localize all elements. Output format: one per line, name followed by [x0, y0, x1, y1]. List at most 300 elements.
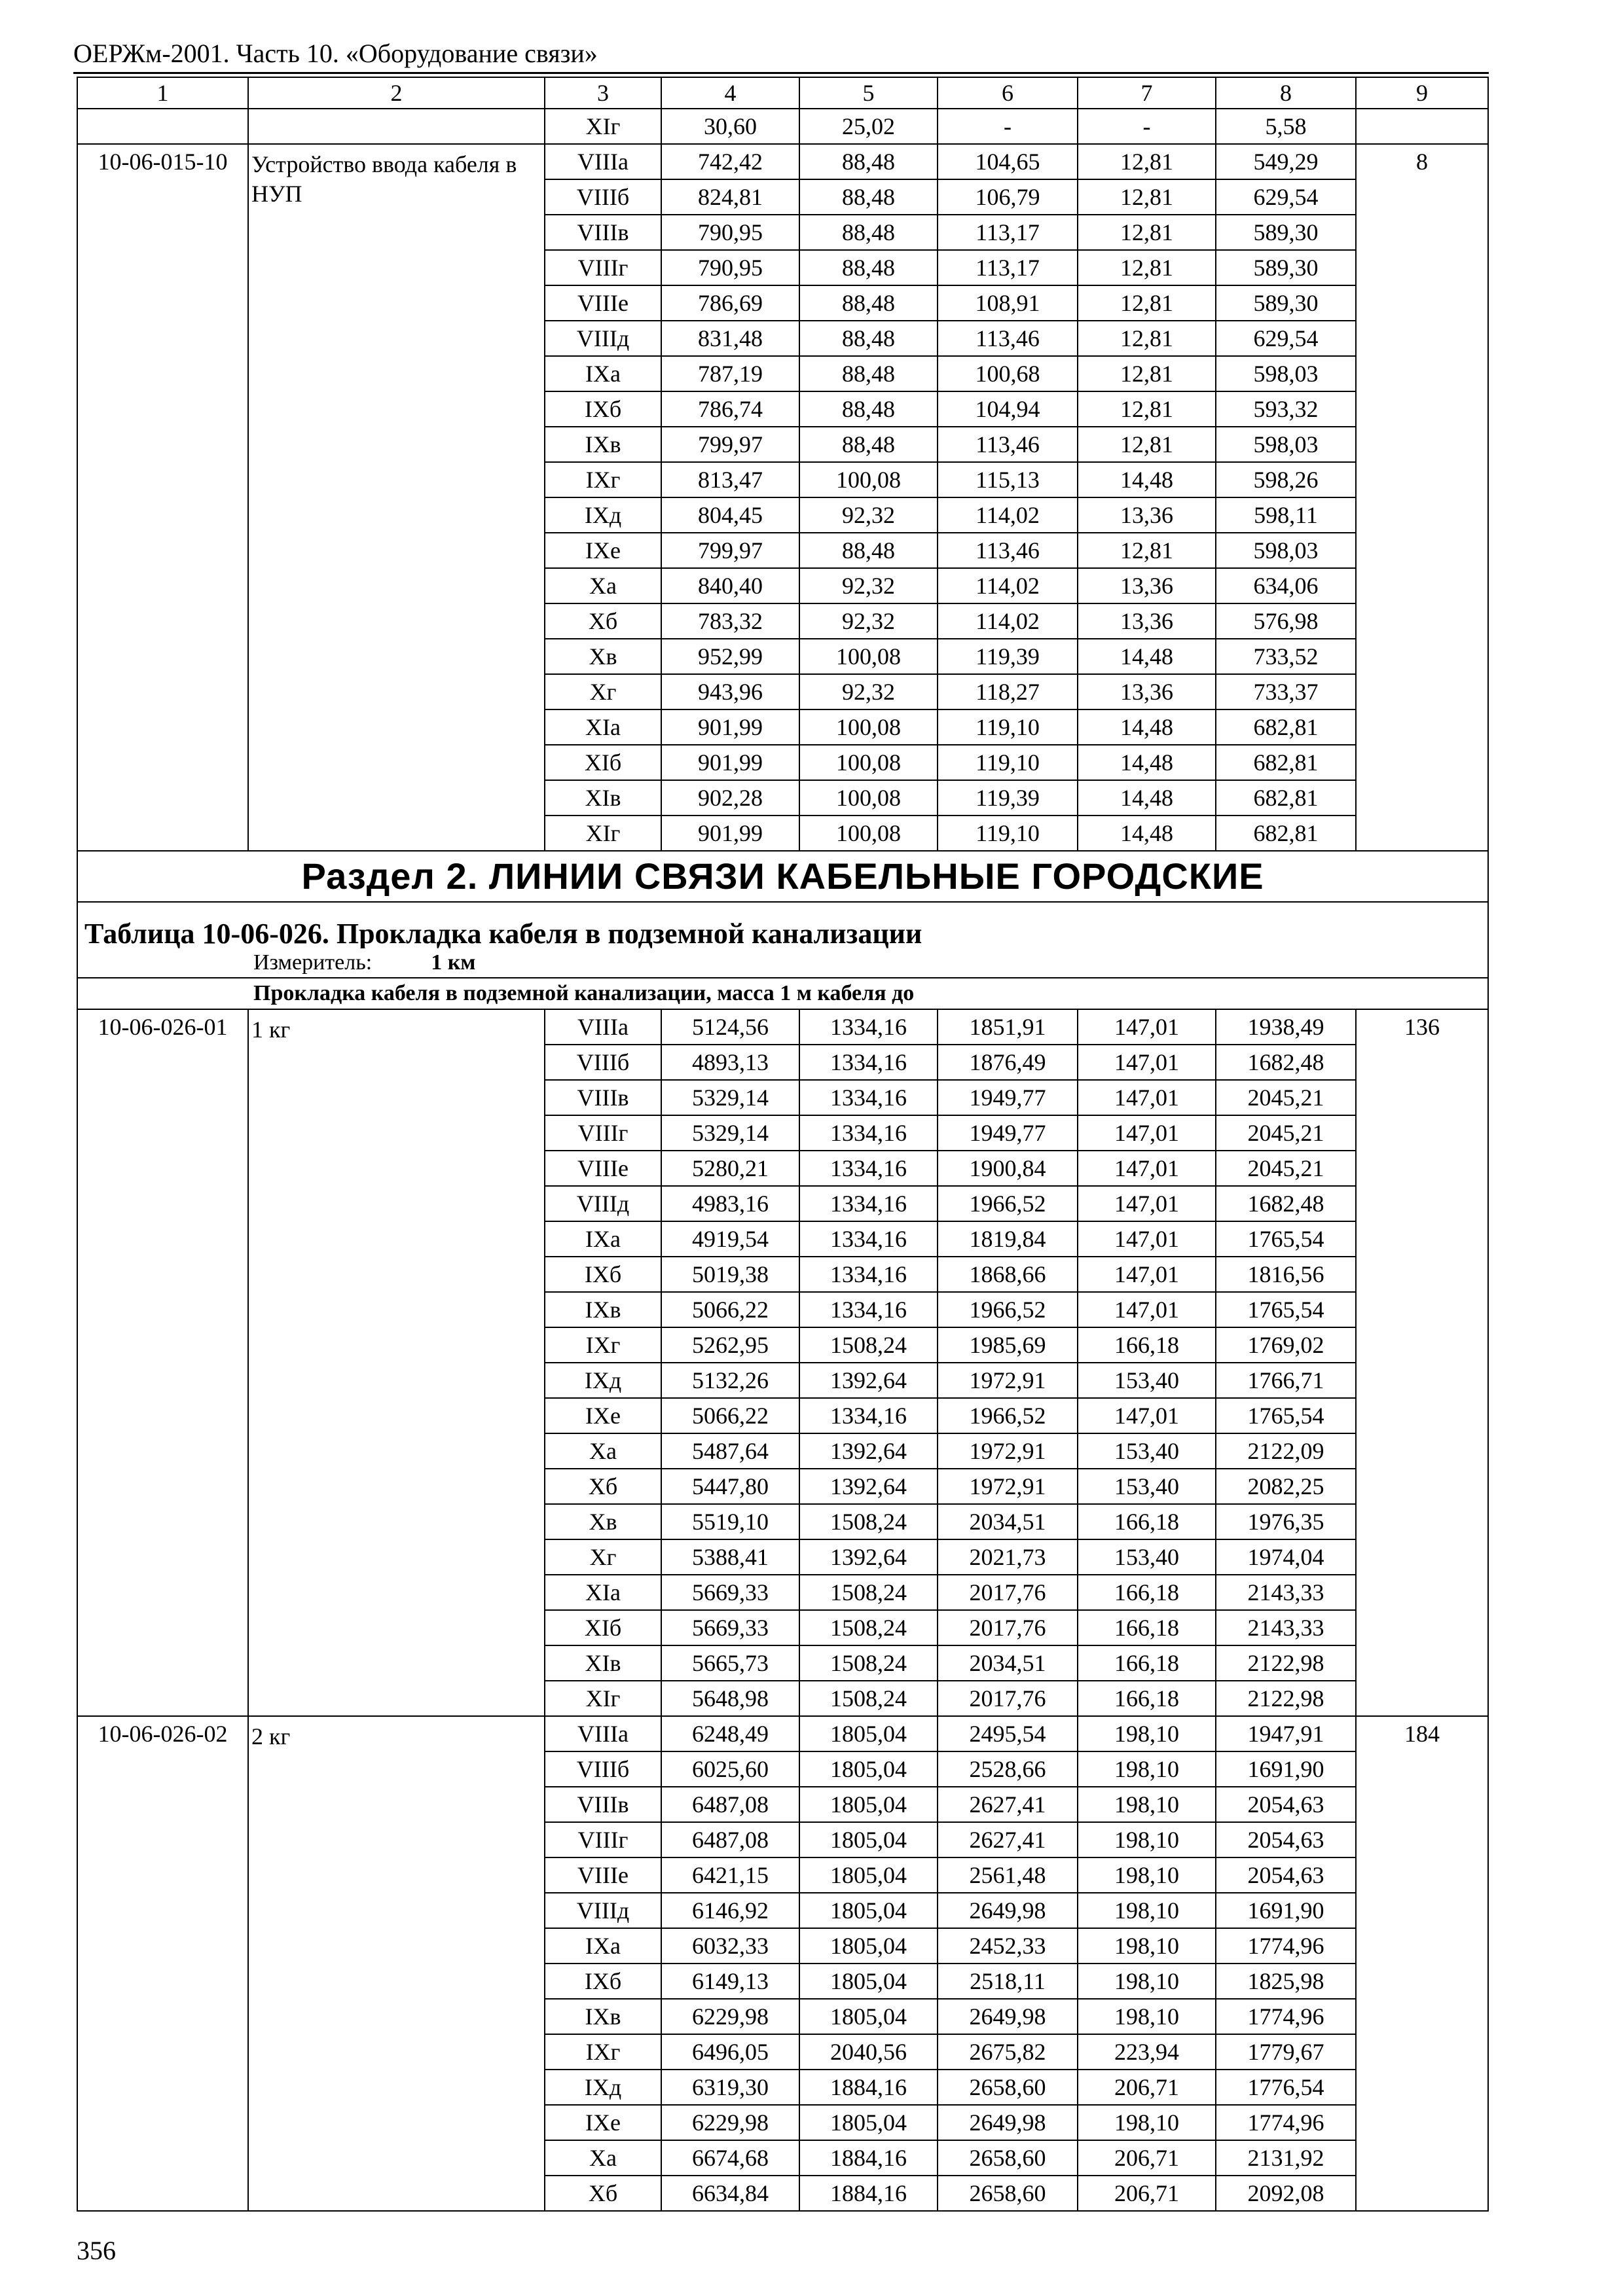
value-cell: 198,10	[1078, 1787, 1216, 1822]
value-cell: 840,40	[661, 568, 799, 603]
zone-cell: VIIIг	[545, 1822, 661, 1857]
section-title: Раздел 2. ЛИНИИ СВЯЗИ КАБЕЛЬНЫЕ ГОРОДСКИЕ	[77, 851, 1488, 902]
value-cell: 147,01	[1078, 1045, 1216, 1080]
value-cell: 1334,16	[799, 1009, 938, 1045]
value-cell: 153,40	[1078, 1363, 1216, 1398]
zone-cell: IXв	[545, 427, 661, 462]
value-cell: 902,28	[661, 780, 799, 816]
table-title-row	[77, 902, 1488, 948]
rates-table	[77, 77, 1489, 2212]
value-cell: 92,32	[799, 674, 938, 709]
value-cell: 2649,98	[938, 1999, 1078, 2034]
value-cell: 598,03	[1216, 533, 1356, 568]
value-cell: 1334,16	[799, 1186, 938, 1221]
value-cell: 119,10	[938, 709, 1078, 745]
value-cell: 799,97	[661, 533, 799, 568]
value-cell: 1805,04	[799, 1857, 938, 1893]
value-cell: 1334,16	[799, 1292, 938, 1327]
page-header: ОЕРЖм-2001. Часть 10. «Оборудование связи»	[73, 39, 598, 68]
value-cell: 790,95	[661, 215, 799, 250]
value-cell: 198,10	[1078, 1964, 1216, 1999]
value-cell: 1876,49	[938, 1045, 1078, 1080]
value-cell: 147,01	[1078, 1398, 1216, 1433]
value-cell: 14,48	[1078, 709, 1216, 745]
meter-cell	[77, 948, 1488, 978]
zone-cell: Xа	[545, 568, 661, 603]
value-cell: 2452,33	[938, 1928, 1078, 1964]
meter-label: Измеритель:	[253, 950, 373, 975]
zone-cell: VIIIв	[545, 1080, 661, 1115]
zone-cell: XIа	[545, 1575, 661, 1610]
value-cell: 2045,21	[1216, 1151, 1356, 1186]
value-cell: 629,54	[1216, 321, 1356, 356]
value-cell: 1776,54	[1216, 2070, 1356, 2105]
value-cell: 1966,52	[938, 1292, 1078, 1327]
value-cell: 2561,48	[938, 1857, 1078, 1893]
rate-code: 10-06-026-01	[77, 1009, 248, 1716]
zone-cell: IXб	[545, 1257, 661, 1292]
zone-cell: IXд	[545, 2070, 661, 2105]
value-cell: 198,10	[1078, 1928, 1216, 1964]
zone-cell: IXд	[545, 1363, 661, 1398]
value-cell: 2054,63	[1216, 1822, 1356, 1857]
value-cell: 13,36	[1078, 603, 1216, 639]
table-row	[77, 144, 1488, 179]
value-cell: 13,36	[1078, 568, 1216, 603]
value-cell: 2017,76	[938, 1681, 1078, 1716]
value-cell: 1392,64	[799, 1469, 938, 1504]
value-cell: 147,01	[1078, 1221, 1216, 1257]
value-cell: 952,99	[661, 639, 799, 674]
zone-cell: XIб	[545, 745, 661, 780]
value-cell: 1947,91	[1216, 1716, 1356, 1751]
value-cell: 804,45	[661, 497, 799, 533]
value-cell: 92,32	[799, 497, 938, 533]
value-cell: 5,58	[1216, 109, 1356, 144]
value-cell: 2518,11	[938, 1964, 1078, 1999]
zone-cell: Xб	[545, 2176, 661, 2211]
value-cell: 114,02	[938, 603, 1078, 639]
value-cell: 1508,24	[799, 1681, 938, 1716]
value-cell: 593,32	[1216, 391, 1356, 427]
value-cell: 12,81	[1078, 250, 1216, 285]
value-cell: 5262,95	[661, 1327, 799, 1363]
value-cell: 6319,30	[661, 2070, 799, 2105]
value-cell: 88,48	[799, 215, 938, 250]
value-cell: 223,94	[1078, 2034, 1216, 2070]
value-cell: 2675,82	[938, 2034, 1078, 2070]
value-cell: 6032,33	[661, 1928, 799, 1964]
value-cell: 4983,16	[661, 1186, 799, 1221]
value-cell: 12,81	[1078, 427, 1216, 462]
value-cell: 206,71	[1078, 2176, 1216, 2211]
value-cell: 733,52	[1216, 639, 1356, 674]
value-cell: 147,01	[1078, 1257, 1216, 1292]
column-number: 7	[1078, 77, 1216, 109]
zone-cell: VIIIе	[545, 1857, 661, 1893]
value-cell: 549,29	[1216, 144, 1356, 179]
value-cell: 147,01	[1078, 1080, 1216, 1115]
column-number: 6	[938, 77, 1078, 109]
value-cell: 786,69	[661, 285, 799, 321]
zone-cell: IXа	[545, 1928, 661, 1964]
value-cell: 119,10	[938, 745, 1078, 780]
value-cell: 831,48	[661, 321, 799, 356]
value-cell: 2143,33	[1216, 1575, 1356, 1610]
value-cell: 6146,92	[661, 1893, 799, 1928]
value-cell: 1392,64	[799, 1363, 938, 1398]
value-cell: 1805,04	[799, 1751, 938, 1787]
value-cell: -	[1078, 109, 1216, 144]
value-cell: 114,02	[938, 497, 1078, 533]
column-number: 3	[545, 77, 661, 109]
workers-count: 184	[1356, 1716, 1488, 2211]
value-cell: 198,10	[1078, 1893, 1216, 1928]
value-cell: 198,10	[1078, 1857, 1216, 1893]
value-cell: 2054,63	[1216, 1857, 1356, 1893]
value-cell: 1334,16	[799, 1151, 938, 1186]
value-cell: 576,98	[1216, 603, 1356, 639]
value-cell: 147,01	[1078, 1186, 1216, 1221]
value-cell: 100,08	[799, 709, 938, 745]
value-cell: 153,40	[1078, 1539, 1216, 1575]
value-cell: 1819,84	[938, 1221, 1078, 1257]
value-cell: 166,18	[1078, 1681, 1216, 1716]
value-cell: 1334,16	[799, 1398, 938, 1433]
value-cell: 106,79	[938, 179, 1078, 215]
value-cell: 1900,84	[938, 1151, 1078, 1186]
value-cell: 1805,04	[799, 1928, 938, 1964]
value-cell: 4893,13	[661, 1045, 799, 1080]
value-cell: 14,48	[1078, 639, 1216, 674]
value-cell: 206,71	[1078, 2140, 1216, 2176]
zone-cell: IXа	[545, 356, 661, 391]
value-cell: 147,01	[1078, 1292, 1216, 1327]
zone-cell: XIб	[545, 1610, 661, 1645]
value-cell: 5669,33	[661, 1610, 799, 1645]
value-cell: 12,81	[1078, 533, 1216, 568]
zone-cell: VIIIб	[545, 179, 661, 215]
page-number: 356	[77, 2236, 116, 2265]
value-cell: 108,91	[938, 285, 1078, 321]
zone-cell: IXе	[545, 1398, 661, 1433]
value-cell: 682,81	[1216, 780, 1356, 816]
workers-count: 8	[1356, 144, 1488, 851]
value-cell: 1334,16	[799, 1045, 938, 1080]
value-cell: 2658,60	[938, 2176, 1078, 2211]
value-cell: 100,08	[799, 816, 938, 851]
value-cell: 198,10	[1078, 2105, 1216, 2140]
value-cell: 88,48	[799, 321, 938, 356]
value-cell: 1972,91	[938, 1363, 1078, 1398]
zone-cell: IXб	[545, 1964, 661, 1999]
workers-cell	[1356, 109, 1488, 144]
value-cell: 5066,22	[661, 1398, 799, 1433]
value-cell: 14,48	[1078, 745, 1216, 780]
value-cell: 2082,25	[1216, 1469, 1356, 1504]
value-cell: 1774,96	[1216, 1928, 1356, 1964]
section-title-row	[77, 851, 1488, 902]
value-cell: 88,48	[799, 179, 938, 215]
value-cell: 1392,64	[799, 1539, 938, 1575]
value-cell: 13,36	[1078, 497, 1216, 533]
value-cell: 1805,04	[799, 2105, 938, 2140]
value-cell: 901,99	[661, 745, 799, 780]
value-cell: 1938,49	[1216, 1009, 1356, 1045]
value-cell: 1985,69	[938, 1327, 1078, 1363]
value-cell: 682,81	[1216, 745, 1356, 780]
value-cell: 147,01	[1078, 1151, 1216, 1186]
zone-cell: VIIIв	[545, 215, 661, 250]
value-cell: 92,32	[799, 568, 938, 603]
value-cell: 6487,08	[661, 1822, 799, 1857]
value-cell: 5124,56	[661, 1009, 799, 1045]
table-body	[77, 77, 1488, 2211]
value-cell: 1334,16	[799, 1080, 938, 1115]
value-cell: 12,81	[1078, 321, 1216, 356]
value-cell: 1691,90	[1216, 1751, 1356, 1787]
value-cell: 790,95	[661, 250, 799, 285]
value-cell: 12,81	[1078, 215, 1216, 250]
value-cell: 682,81	[1216, 816, 1356, 851]
zone-cell: IXб	[545, 391, 661, 427]
value-cell: 1966,52	[938, 1398, 1078, 1433]
value-cell: 198,10	[1078, 1751, 1216, 1787]
value-cell: 2045,21	[1216, 1115, 1356, 1151]
value-cell: 2017,76	[938, 1610, 1078, 1645]
value-cell: 198,10	[1078, 1999, 1216, 2034]
value-cell: 598,11	[1216, 497, 1356, 533]
zone-cell: XIа	[545, 709, 661, 745]
value-cell: 166,18	[1078, 1575, 1216, 1610]
value-cell: 813,47	[661, 462, 799, 497]
value-cell: 198,10	[1078, 1822, 1216, 1857]
value-cell: 118,27	[938, 674, 1078, 709]
zone-cell: Xа	[545, 1433, 661, 1469]
value-cell: 5388,41	[661, 1539, 799, 1575]
value-cell: 2131,92	[1216, 2140, 1356, 2176]
zone-cell: VIIIб	[545, 1751, 661, 1787]
value-cell: 113,17	[938, 250, 1078, 285]
value-cell: 1508,24	[799, 1575, 938, 1610]
zone-cell: IXе	[545, 2105, 661, 2140]
value-cell: 2122,09	[1216, 1433, 1356, 1469]
zone-cell: Xв	[545, 1504, 661, 1539]
value-cell: 1765,54	[1216, 1398, 1356, 1433]
value-cell: 6248,49	[661, 1716, 799, 1751]
value-cell: 1805,04	[799, 1999, 938, 2034]
value-cell: 206,71	[1078, 2070, 1216, 2105]
value-cell: 2627,41	[938, 1787, 1078, 1822]
column-number: 5	[799, 77, 938, 109]
value-cell: 12,81	[1078, 391, 1216, 427]
value-cell: 634,06	[1216, 568, 1356, 603]
value-cell: 1805,04	[799, 1787, 938, 1822]
value-cell: 5648,98	[661, 1681, 799, 1716]
value-cell: 1868,66	[938, 1257, 1078, 1292]
value-cell: 113,17	[938, 215, 1078, 250]
zone-cell: VIIIб	[545, 1045, 661, 1080]
value-cell: 14,48	[1078, 816, 1216, 851]
value-cell: 113,46	[938, 533, 1078, 568]
value-cell: 13,36	[1078, 674, 1216, 709]
value-cell: 2040,56	[799, 2034, 938, 2070]
value-cell: 153,40	[1078, 1469, 1216, 1504]
zone-cell: IXе	[545, 533, 661, 568]
zone-cell: IXв	[545, 1292, 661, 1327]
rate-code: 10-06-026-02	[77, 1716, 248, 2211]
value-cell: 1334,16	[799, 1221, 938, 1257]
header-rule	[73, 72, 1489, 74]
subheading-row	[77, 978, 1488, 1009]
value-cell: 1691,90	[1216, 1893, 1356, 1928]
value-cell: 1972,91	[938, 1433, 1078, 1469]
zone-cell: Xа	[545, 2140, 661, 2176]
value-cell: 5669,33	[661, 1575, 799, 1610]
value-cell: 100,08	[799, 462, 938, 497]
value-cell: 1805,04	[799, 1893, 938, 1928]
column-number: 2	[248, 77, 545, 109]
workers-count: 136	[1356, 1009, 1488, 1716]
zone-cell: IXд	[545, 497, 661, 533]
value-cell: 88,48	[799, 285, 938, 321]
value-cell: 6229,98	[661, 1999, 799, 2034]
zone-cell: VIIIд	[545, 1186, 661, 1221]
zone-cell: VIIIг	[545, 250, 661, 285]
value-cell: 1774,96	[1216, 1999, 1356, 2034]
value-cell: 1974,04	[1216, 1539, 1356, 1575]
value-cell: 2658,60	[938, 2070, 1078, 2105]
value-cell: 115,13	[938, 462, 1078, 497]
value-cell: 824,81	[661, 179, 799, 215]
value-cell: 598,03	[1216, 427, 1356, 462]
value-cell: 166,18	[1078, 1504, 1216, 1539]
value-cell: 783,32	[661, 603, 799, 639]
value-cell: 598,26	[1216, 462, 1356, 497]
value-cell: 1769,02	[1216, 1327, 1356, 1363]
value-cell: 1851,91	[938, 1009, 1078, 1045]
value-cell: 1334,16	[799, 1115, 938, 1151]
value-cell: 1765,54	[1216, 1221, 1356, 1257]
value-cell: 1508,24	[799, 1327, 938, 1363]
value-cell: 113,46	[938, 321, 1078, 356]
value-cell: 1976,35	[1216, 1504, 1356, 1539]
value-cell: 14,48	[1078, 780, 1216, 816]
value-cell: 88,48	[799, 144, 938, 179]
value-cell: 198,10	[1078, 1716, 1216, 1751]
value-cell: 100,08	[799, 780, 938, 816]
value-cell: 1966,52	[938, 1186, 1078, 1221]
value-cell: 6674,68	[661, 2140, 799, 2176]
value-cell: 943,96	[661, 674, 799, 709]
meter-row	[77, 948, 1488, 978]
value-cell: 166,18	[1078, 1327, 1216, 1363]
value-cell: 2649,98	[938, 1893, 1078, 1928]
rate-name: 1 кг	[248, 1009, 545, 1716]
value-cell: 2122,98	[1216, 1681, 1356, 1716]
zone-cell: VIIIд	[545, 321, 661, 356]
zone-cell: XIв	[545, 1645, 661, 1681]
value-cell: 682,81	[1216, 709, 1356, 745]
value-cell: 6229,98	[661, 2105, 799, 2140]
value-cell: 5487,64	[661, 1433, 799, 1469]
value-cell: 4919,54	[661, 1221, 799, 1257]
value-cell: 1508,24	[799, 1610, 938, 1645]
value-cell: 1766,71	[1216, 1363, 1356, 1398]
value-cell: 12,81	[1078, 285, 1216, 321]
table-row	[77, 109, 1488, 144]
value-cell: 100,08	[799, 639, 938, 674]
zone-cell: XIв	[545, 780, 661, 816]
zone-cell: Xг	[545, 674, 661, 709]
value-cell: 6487,08	[661, 1787, 799, 1822]
column-number: 9	[1356, 77, 1488, 109]
value-cell: 114,02	[938, 568, 1078, 603]
column-number: 4	[661, 77, 799, 109]
value-cell: 5280,21	[661, 1151, 799, 1186]
rate-name: 2 кг	[248, 1716, 545, 2211]
value-cell: 5132,26	[661, 1363, 799, 1398]
zone-cell: Xб	[545, 1469, 661, 1504]
value-cell: 1884,16	[799, 2140, 938, 2176]
value-cell: 5665,73	[661, 1645, 799, 1681]
value-cell: 5329,14	[661, 1080, 799, 1115]
value-cell: 598,03	[1216, 356, 1356, 391]
zone-cell: VIIIа	[545, 1716, 661, 1751]
value-cell: 2021,73	[938, 1539, 1078, 1575]
value-cell: 2649,98	[938, 2105, 1078, 2140]
value-cell: 88,48	[799, 533, 938, 568]
value-cell: 5519,10	[661, 1504, 799, 1539]
value-cell: 12,81	[1078, 179, 1216, 215]
value-cell: 104,94	[938, 391, 1078, 427]
value-cell: 2017,76	[938, 1575, 1078, 1610]
table-row	[77, 1009, 1488, 1045]
zone-cell: Xв	[545, 639, 661, 674]
value-cell: 119,39	[938, 639, 1078, 674]
value-cell: 1682,48	[1216, 1045, 1356, 1080]
value-cell: 113,46	[938, 427, 1078, 462]
code-cell	[77, 109, 248, 144]
value-cell: 1779,67	[1216, 2034, 1356, 2070]
value-cell: 2143,33	[1216, 1610, 1356, 1645]
value-cell: 92,32	[799, 603, 938, 639]
zone-cell: VIIIд	[545, 1893, 661, 1928]
value-cell: 1334,16	[799, 1257, 938, 1292]
value-cell: 799,97	[661, 427, 799, 462]
value-cell: 589,30	[1216, 215, 1356, 250]
value-cell: 787,19	[661, 356, 799, 391]
value-cell: 1949,77	[938, 1080, 1078, 1115]
value-cell: 1949,77	[938, 1115, 1078, 1151]
value-cell: 1508,24	[799, 1504, 938, 1539]
meter-unit: 1 км	[431, 950, 476, 975]
value-cell: 1805,04	[799, 1964, 938, 1999]
zone-cell: Xг	[545, 1539, 661, 1575]
table-title: Таблица 10-06-026. Прокладка кабеля в подземной канализации	[77, 902, 1488, 948]
value-cell: 5019,38	[661, 1257, 799, 1292]
value-cell: 589,30	[1216, 250, 1356, 285]
value-cell: 1884,16	[799, 2070, 938, 2105]
value-cell: 12,81	[1078, 356, 1216, 391]
value-cell: 2658,60	[938, 2140, 1078, 2176]
value-cell: 1805,04	[799, 1716, 938, 1751]
value-cell: 786,74	[661, 391, 799, 427]
value-cell: 119,39	[938, 780, 1078, 816]
value-cell: 88,48	[799, 427, 938, 462]
value-cell: 2092,08	[1216, 2176, 1356, 2211]
rate-code: 10-06-015-10	[77, 144, 248, 851]
